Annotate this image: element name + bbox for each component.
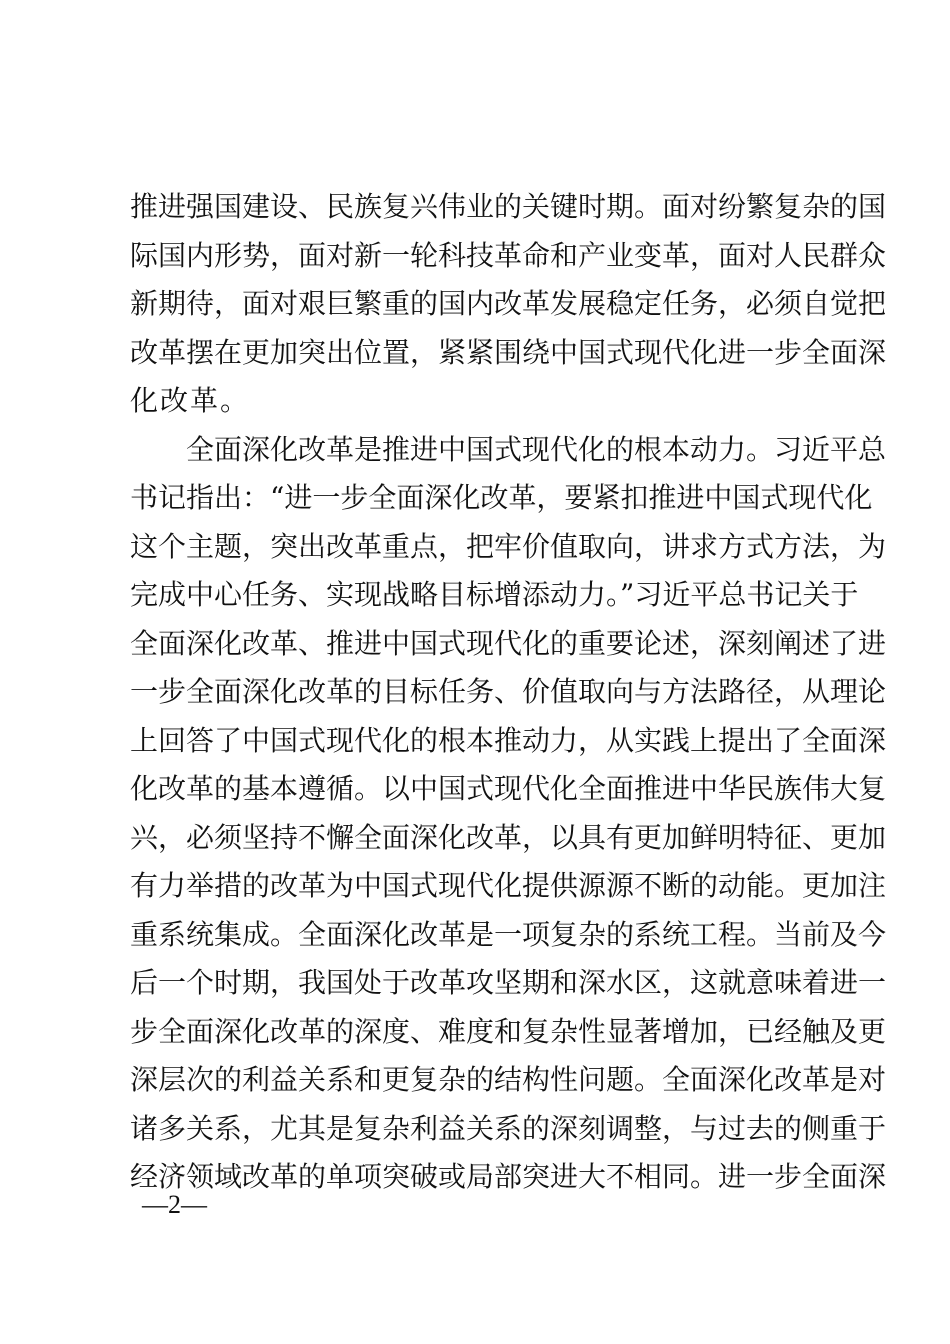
- text-line: 书记指出：“进一步全面深化改革，要紧扣推进中国式现代化: [130, 481, 873, 514]
- page-number: —2—: [142, 1190, 207, 1219]
- text-line: 上回答了中国式现代化的根本推动力，从实践上提出了全面深: [130, 723, 887, 757]
- text-line: 步全面深化改革的深度、难度和复杂性显著增加，已经触及更: [130, 1014, 887, 1048]
- text-line: 完成中心任务、实现战略目标增添动力。”习近平总书记关于: [130, 578, 859, 611]
- paragraph-first-line: 全面深化改革是推进中国式现代化的根本动力。习近平总: [186, 432, 887, 466]
- text-line: 经济领域改革的单项突破或局部突进大不相同。进一步全面深: [130, 1160, 887, 1193]
- text-line: 重系统集成。全面深化改革是一项复杂的系统工程。当前及今: [130, 917, 887, 951]
- text-line: 后一个时期，我国处于改革攻坚期和深水区，这就意味着进一: [130, 966, 887, 999]
- text-line: 这个主题，突出改革重点，把牢价值取向，讲求方式方法，为: [130, 529, 887, 563]
- text-line: 改革摆在更加突出位置，紧紧围绕中国式现代化进一步全面深: [130, 335, 887, 369]
- body-text: [130, 183, 887, 1202]
- text-line: 新期待，面对艰巨繁重的国内改革发展稳定任务，必须自觉把: [130, 287, 887, 320]
- text-line: 兴，必须坚持不懈全面深化改革，以具有更加鲜明特征、更加: [130, 820, 887, 854]
- text-line: 化改革的基本遵循。以中国式现代化全面推进中华民族伟大复: [130, 772, 887, 805]
- text-line: 深层次的利益关系和更复杂的结构性问题。全面深化改革是对: [130, 1063, 887, 1096]
- text-line: 有力举措的改革为中国式现代化提供源源不断的动能。更加注: [130, 869, 887, 902]
- text-line: 推进强国建设、民族复兴伟业的关键时期。面对纷繁复杂的国: [130, 190, 887, 223]
- text-line: 际国内形势，面对新一轮科技革命和产业变革，面对人民群众: [130, 238, 887, 272]
- paragraph-end-line: 化改革。: [130, 384, 251, 417]
- text-line: 一步全面深化改革的目标任务、价值取向与方法路径，从理论: [130, 675, 887, 708]
- text-line: 全面深化改革、推进中国式现代化的重要论述，深刻阐述了进: [130, 626, 887, 660]
- text-line: 诸多关系，尤其是复杂利益关系的深刻调整，与过去的侧重于: [130, 1111, 887, 1145]
